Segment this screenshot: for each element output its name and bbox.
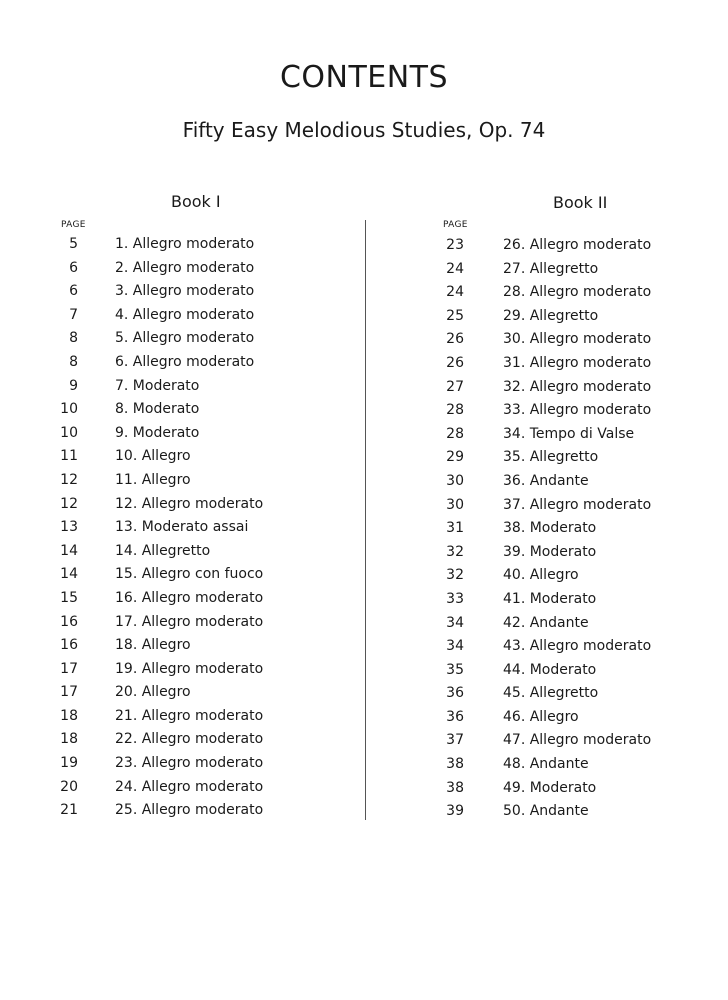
toc-entry-page: 8	[69, 330, 78, 347]
toc-entry-page: 21	[60, 802, 78, 819]
toc-entry-page: 31	[446, 520, 464, 537]
toc-entry-title: 41. Moderato	[503, 590, 597, 607]
toc-entry-page: 28	[446, 402, 464, 419]
toc-entry	[0, 638, 728, 662]
toc-entry	[0, 662, 728, 686]
toc-entry-title: 12. Allegro moderato	[115, 495, 264, 512]
toc-entry-page: 37	[446, 732, 464, 749]
toc-entry-title: 47. Allegro moderato	[503, 732, 652, 749]
toc-entry-title: 37. Allegro moderato	[503, 496, 652, 513]
toc-entry-page: 17	[60, 684, 78, 701]
toc-entry-title: 9. Moderato	[115, 424, 200, 441]
toc-entry	[0, 331, 728, 355]
toc-entry-title: 8. Moderato	[115, 401, 200, 418]
page-title: CONTENTS	[279, 60, 449, 96]
toc-entry	[0, 615, 728, 639]
toc-entry-page: 25	[446, 307, 464, 324]
toc-entry-page: 8	[69, 353, 78, 370]
toc-entry-title: 10. Allegro	[115, 448, 191, 465]
toc-entry-title: 17. Allegro moderato	[115, 613, 264, 630]
toc-entry	[0, 426, 728, 450]
toc-entry-title: 19. Allegro moderato	[115, 660, 264, 677]
toc-entry-page: 15	[60, 589, 78, 606]
toc-entry-title: 27. Allegretto	[503, 260, 599, 277]
toc-entry-page: 36	[446, 685, 464, 702]
toc-entry-title: 32. Allegro moderato	[503, 378, 652, 395]
collection-subtitle: Fifty Easy Melodious Studies, Op. 74	[182, 118, 546, 142]
toc-entry	[0, 591, 728, 615]
toc-entry-page: 26	[446, 354, 464, 371]
toc-entry-page: 6	[69, 283, 78, 300]
toc-entry-page: 32	[446, 567, 464, 584]
book-two-heading: Book II	[553, 193, 608, 212]
toc-entry-page: 16	[60, 613, 78, 630]
toc-entry-title: 42. Andante	[503, 614, 589, 631]
toc-entry-page: 14	[60, 542, 78, 559]
toc-entry-title: 18. Allegro	[115, 637, 191, 654]
toc-entry	[0, 449, 728, 473]
toc-entry-title: 40. Allegro	[503, 567, 579, 584]
book-one-page-column-label: PAGE	[61, 220, 86, 230]
toc-entry-page: 18	[60, 731, 78, 748]
toc-entry	[0, 544, 728, 568]
toc-entry-page: 35	[446, 661, 464, 678]
toc-entry	[0, 473, 728, 497]
toc-entry-page: 18	[60, 707, 78, 724]
toc-entry-title: 48. Andante	[503, 756, 589, 773]
toc-entry-page: 17	[60, 660, 78, 677]
toc-entry-title: 36. Andante	[503, 472, 589, 489]
toc-entry	[0, 732, 728, 756]
toc-entry-page: 38	[446, 756, 464, 773]
toc-entry-page: 39	[446, 803, 464, 820]
toc-entry-page: 24	[446, 260, 464, 277]
toc-entry-page: 32	[446, 543, 464, 560]
toc-entry-title: 39. Moderato	[503, 543, 597, 560]
toc-entry-title: 1. Allegro moderato	[115, 236, 255, 252]
toc-entry-page: 36	[446, 708, 464, 725]
toc-entry-page: 11	[60, 448, 78, 465]
toc-entry	[0, 284, 728, 308]
toc-entry	[0, 685, 728, 709]
toc-entry-title: 28. Allegro moderato	[503, 284, 652, 301]
toc-entry-title: 7. Moderato	[115, 377, 200, 394]
toc-entry-title: 38. Moderato	[503, 520, 597, 537]
toc-entry-page: 6	[69, 259, 78, 276]
toc-entry-page: 27	[446, 378, 464, 395]
toc-entry-title: 29. Allegretto	[503, 307, 599, 324]
toc-entry-title: 20. Allegro	[115, 684, 191, 701]
toc-entry	[0, 402, 728, 426]
toc-entry-title: 6. Allegro moderato	[115, 353, 255, 370]
toc-entry-title: 13. Moderato assai	[115, 519, 249, 536]
toc-entry-page: 24	[446, 284, 464, 301]
toc-entry-page: 5	[69, 236, 78, 252]
toc-entry-page: 13	[60, 519, 78, 536]
toc-entry-page: 16	[60, 637, 78, 654]
toc-entry	[0, 308, 728, 332]
toc-entry-page: 23	[446, 237, 464, 253]
toc-entry	[0, 567, 728, 591]
toc-entry	[0, 780, 728, 804]
toc-entry-title: 25. Allegro moderato	[115, 802, 264, 819]
toc-entry-page: 12	[60, 471, 78, 488]
toc-entry-title: 44. Moderato	[503, 661, 597, 678]
toc-entry-title: 50. Andante	[503, 803, 589, 820]
toc-entry-page: 9	[69, 377, 78, 394]
toc-entry-title: 3. Allegro moderato	[115, 283, 255, 300]
toc-entry-page: 10	[60, 401, 78, 418]
toc-entry-page: 33	[446, 590, 464, 607]
toc-entry-title: 15. Allegro con fuoco	[115, 566, 264, 583]
toc-entry-page: 14	[60, 566, 78, 583]
toc-entry-page: 10	[60, 424, 78, 441]
toc-entry	[0, 756, 728, 780]
toc-entry-title: 35. Allegretto	[503, 449, 599, 466]
toc-entry	[0, 379, 728, 403]
toc-entry-page: 12	[60, 495, 78, 512]
toc-entry	[0, 261, 728, 285]
toc-entry-page: 28	[446, 425, 464, 442]
toc-entry-title: 21. Allegro moderato	[115, 707, 264, 724]
toc-entry-title: 34. Tempo di Valse	[503, 425, 635, 442]
toc-entry-title: 4. Allegro moderato	[115, 306, 255, 323]
toc-entry	[0, 237, 728, 261]
toc-entry-title: 49. Moderato	[503, 779, 597, 796]
toc-entry-title: 43. Allegro moderato	[503, 638, 652, 655]
toc-entry-title: 23. Allegro moderato	[115, 755, 264, 772]
toc-entry-page: 7	[69, 306, 78, 323]
toc-entry	[0, 803, 728, 827]
toc-entry	[0, 497, 728, 521]
toc-entry-page: 26	[446, 331, 464, 348]
toc-entry-title: 22. Allegro moderato	[115, 731, 264, 748]
toc-entry	[0, 355, 728, 379]
toc-entry-page: 34	[446, 614, 464, 631]
toc-entry-title: 24. Allegro moderato	[115, 778, 264, 795]
toc-entry-page: 34	[446, 638, 464, 655]
toc-entry-page: 19	[60, 755, 78, 772]
toc-entry-title: 30. Allegro moderato	[503, 331, 652, 348]
toc-entry-page: 29	[446, 449, 464, 466]
book-two-entry-list	[0, 237, 728, 827]
toc-entry-page: 30	[446, 472, 464, 489]
toc-entry	[0, 709, 728, 733]
toc-entry	[0, 520, 728, 544]
toc-entry-title: 33. Allegro moderato	[503, 402, 652, 419]
toc-entry-title: 14. Allegretto	[115, 542, 211, 559]
toc-entry-page: 20	[60, 778, 78, 795]
book-one-heading: Book I	[171, 192, 221, 211]
toc-entry-page: 38	[446, 779, 464, 796]
book-two-page-column-label: PAGE	[443, 220, 468, 230]
toc-entry-title: 31. Allegro moderato	[503, 354, 652, 371]
toc-entry-title: 46. Allegro	[503, 708, 579, 725]
toc-entry-title: 26. Allegro moderato	[503, 237, 652, 253]
toc-entry-title: 45. Allegretto	[503, 685, 599, 702]
toc-entry-title: 16. Allegro moderato	[115, 589, 264, 606]
toc-entry-title: 11. Allegro	[115, 471, 191, 488]
toc-entry-page: 30	[446, 496, 464, 513]
toc-entry-title: 5. Allegro moderato	[115, 330, 255, 347]
toc-entry-title: 2. Allegro moderato	[115, 259, 255, 276]
